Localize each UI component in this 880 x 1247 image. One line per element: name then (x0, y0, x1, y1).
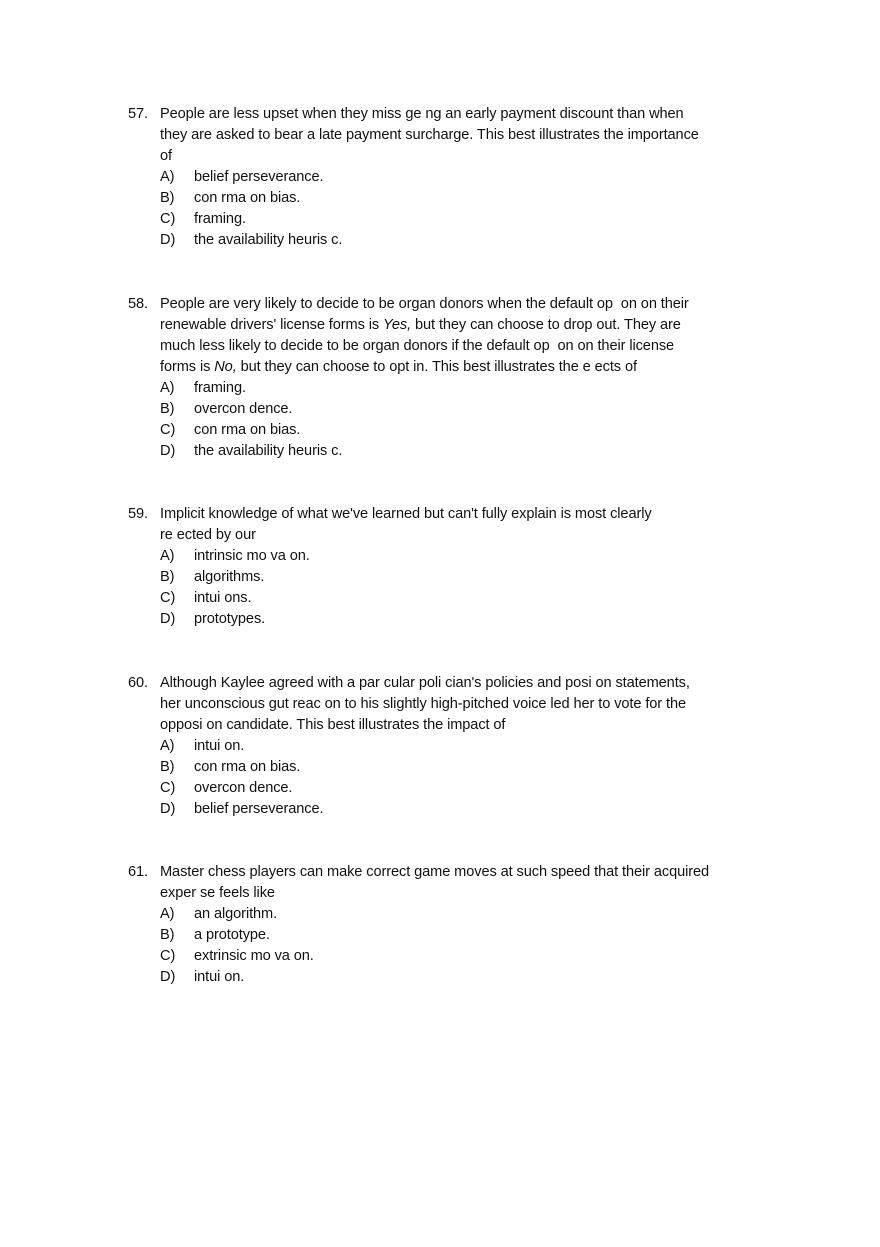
answer-option (128, 420, 788, 441)
question-number: 61. (128, 864, 148, 880)
question-text (160, 104, 684, 125)
question-line (128, 357, 788, 378)
question-line (128, 315, 788, 336)
option-text: framing. (194, 211, 246, 227)
text-segment: forms is (160, 359, 215, 375)
option-letter: C) (160, 780, 176, 796)
option-letter: B) (160, 927, 175, 943)
option-text: con rma on bias. (194, 759, 301, 775)
question-line (128, 146, 788, 167)
text-segment: re ected by our (160, 527, 256, 543)
option-text: extrinsic mo va on. (194, 948, 314, 964)
option-text: con rma on bias. (194, 422, 301, 438)
question-number: 57. (128, 106, 148, 122)
option-text: con rma on bias. (194, 190, 301, 206)
option-text: the availability heuris c. (194, 232, 343, 248)
question-line (128, 294, 788, 315)
option-text: intrinsic mo va on. (194, 548, 310, 564)
question-number: 60. (128, 675, 148, 691)
option-letter: A) (160, 906, 175, 922)
answer-option (128, 736, 788, 757)
question-text (160, 294, 689, 315)
answer-option (128, 609, 788, 630)
option-text: overcon dence. (194, 780, 293, 796)
option-letter: D) (160, 443, 176, 459)
question-text (160, 673, 690, 694)
option-letter: D) (160, 232, 176, 248)
option-text: an algorithm. (194, 906, 278, 922)
question-text (160, 146, 172, 167)
text-segment: of (160, 148, 172, 164)
text-segment: opposi on candidate. This best illustrates the impact of (160, 717, 506, 733)
question-line (128, 104, 788, 125)
answer-option (128, 188, 788, 209)
answer-option (128, 399, 788, 420)
option-letter: B) (160, 401, 175, 417)
answer-option (128, 441, 788, 462)
option-letter: A) (160, 738, 175, 754)
option-text: overcon dence. (194, 401, 293, 417)
text-segment: Although Kaylee agreed with a par cular poli cian's policies and posi on statements, (160, 675, 690, 691)
text-segment: they are asked to bear a late payment surcharge. This best illustrates the importance (160, 127, 699, 143)
answer-option (128, 778, 788, 799)
question-text (160, 504, 652, 525)
text-segment: but they can choose to drop out. They are (411, 317, 681, 333)
question-text (160, 883, 275, 904)
text-segment: People are very likely to decide to be organ donors when the default op on on their (160, 296, 689, 312)
option-text: algorithms. (194, 569, 265, 585)
option-letter: C) (160, 422, 176, 438)
option-text: prototypes. (194, 611, 266, 627)
question-number: 58. (128, 296, 148, 312)
question-text (160, 525, 256, 546)
option-letter: B) (160, 569, 175, 585)
option-letter: D) (160, 611, 176, 627)
answer-option (128, 209, 788, 230)
question-line (128, 883, 788, 904)
answer-option (128, 588, 788, 609)
question-number: 59. (128, 506, 148, 522)
question-line (128, 694, 788, 715)
question-60 (128, 673, 788, 820)
answer-option (128, 546, 788, 567)
option-text: belief perseverance. (194, 169, 324, 185)
option-text: belief perseverance. (194, 801, 324, 817)
option-text: intui on. (194, 738, 245, 754)
question-line (128, 504, 788, 525)
option-text: the availability heuris c. (194, 443, 343, 459)
question-line (128, 125, 788, 146)
answer-option (128, 946, 788, 967)
question-57 (128, 104, 788, 251)
answer-option (128, 967, 788, 988)
answer-option (128, 230, 788, 251)
option-text: intui on. (194, 969, 245, 985)
option-letter: A) (160, 169, 175, 185)
question-line (128, 525, 788, 546)
question-line (128, 715, 788, 736)
question-text (160, 715, 505, 736)
option-text: intui ons. (194, 590, 252, 606)
option-letter: A) (160, 380, 175, 396)
option-letter: D) (160, 801, 176, 817)
text-segment: her unconscious gut reac on to his slightly high-pitched voice led her to vote for the (160, 696, 687, 712)
answer-option (128, 904, 788, 925)
text-segment: No, (214, 359, 237, 375)
question-line (128, 336, 788, 357)
option-letter: C) (160, 590, 176, 606)
answer-option (128, 167, 788, 188)
question-61 (128, 862, 788, 988)
option-letter: D) (160, 969, 176, 985)
text-segment: People are less upset when they miss ge ng an early payment discount than when (160, 106, 684, 122)
text-segment: much less likely to decide to be organ donors if the default op on on their license (160, 338, 675, 354)
option-letter: C) (160, 211, 176, 227)
question-text (160, 862, 709, 883)
text-segment: renewable drivers' license forms is (160, 317, 384, 333)
question-text (160, 125, 699, 146)
question-58 (128, 294, 788, 462)
question-text (160, 357, 637, 378)
answer-option (128, 925, 788, 946)
question-59 (128, 504, 788, 630)
text-segment: Implicit knowledge of what we've learned but can't fully explain is most clearly (160, 506, 652, 522)
text-segment: exper se feels like (160, 885, 275, 901)
answer-option (128, 378, 788, 399)
text-segment: but they can choose to opt in. This best illustrates the e ects of (236, 359, 637, 375)
option-letter: B) (160, 190, 175, 206)
text-segment: Master chess players can make correct game moves at such speed that their acquired (160, 864, 710, 880)
text-segment: Yes, (383, 317, 412, 333)
question-text (160, 336, 674, 357)
option-text: framing. (194, 380, 246, 396)
option-letter: B) (160, 759, 175, 775)
option-text: a prototype. (194, 927, 270, 943)
option-letter: C) (160, 948, 176, 964)
answer-option (128, 757, 788, 778)
answer-option (128, 799, 788, 820)
answer-option (128, 567, 788, 588)
question-line (128, 673, 788, 694)
question-line (128, 862, 788, 883)
option-letter: A) (160, 548, 175, 564)
question-text (160, 315, 681, 336)
question-text (160, 694, 686, 715)
